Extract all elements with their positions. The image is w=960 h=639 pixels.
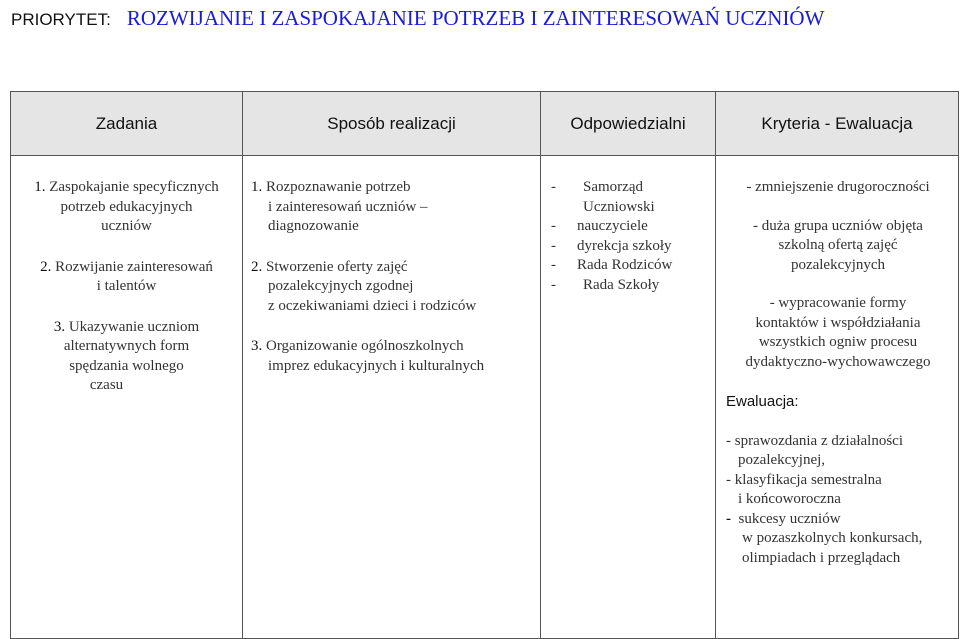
- plan-table: [10, 91, 959, 639]
- evaluation-heading: Ewaluacja:: [726, 393, 799, 410]
- cell-sposob-realizacji: [243, 156, 541, 639]
- task-item-2: 2. Rozwijanie zainteresowań i talentów: [40, 258, 213, 294]
- table-row: [11, 156, 959, 639]
- responsible-item-5: - Rada Szkoły: [551, 276, 660, 293]
- method-item-3: 3. Organizowanie ogólnoszkolnych imprez edukacyjnych i kulturalnych: [251, 338, 485, 374]
- task-item-3: 3. Ukazywanie uczniom alternatywnych form spędzania wolnego czasu: [53, 318, 200, 393]
- evaluation-list: [722, 432, 954, 569]
- priority-title: ROZWIJANIE I ZASPOKAJANIE POTRZEB I ZAINTERESOWAŃ UCZNIÓW: [126, 6, 825, 30]
- cell-zadania: [11, 156, 243, 639]
- responsible-item-1: - Samorząd Uczniowski: [551, 179, 655, 215]
- criteria-item-3: - wypracowanie formy kontaktów i współdziałania wszystkich ogniw procesu dydaktyczno-wychowawczego: [745, 295, 931, 370]
- evaluation-item-2: - klasyfikacja semestralna i końcoworoczna: [726, 471, 882, 507]
- responsible-item-3: - dyrekcja szkoły: [551, 237, 672, 254]
- header-odpowiedzialni: Odpowiedzialni: [541, 92, 716, 156]
- cell-odpowiedzialni: [541, 156, 716, 639]
- header-zadania: Zadania: [11, 92, 243, 156]
- header-kryteria-ewaluacja: Kryteria - Ewaluacja: [716, 92, 959, 156]
- criteria-item-2: - duża grupa uczniów objęta szkolną ofertą zajęć pozalekcyjnych: [753, 217, 923, 273]
- task-item-1: 1. Zaspokajanie specyficznych potrzeb edukacyjnych uczniów: [34, 179, 219, 234]
- evaluation-item-1: - sprawozdania z działalności pozalekcyjnej,: [726, 432, 904, 468]
- method-item-2: 2. Stworzenie oferty zajęć pozalekcyjnych zgodnej z oczekiwaniami dzieci i rodziców: [251, 258, 477, 314]
- responsible-item-2: - nauczyciele: [551, 218, 648, 234]
- method-item-1: 1. Rozpoznawanie potrzeb i zainteresowań uczniów – diagnozowanie: [251, 179, 428, 234]
- document-title: [11, 4, 824, 32]
- priority-label: PRIORYTET:: [11, 10, 111, 29]
- header-sposob-realizacji: Sposób realizacji: [243, 92, 541, 156]
- criteria-item-1: - zmniejszenie drugoroczności: [746, 179, 930, 195]
- table-header-row: [11, 92, 959, 156]
- cell-kryteria-ewaluacja: [716, 156, 959, 639]
- responsible-item-4: - Rada Rodziców: [551, 257, 673, 273]
- evaluation-item-3: - sukcesy uczniów w pozaszkolnych konkursach, olimpiadach i przeglądach: [726, 510, 923, 566]
